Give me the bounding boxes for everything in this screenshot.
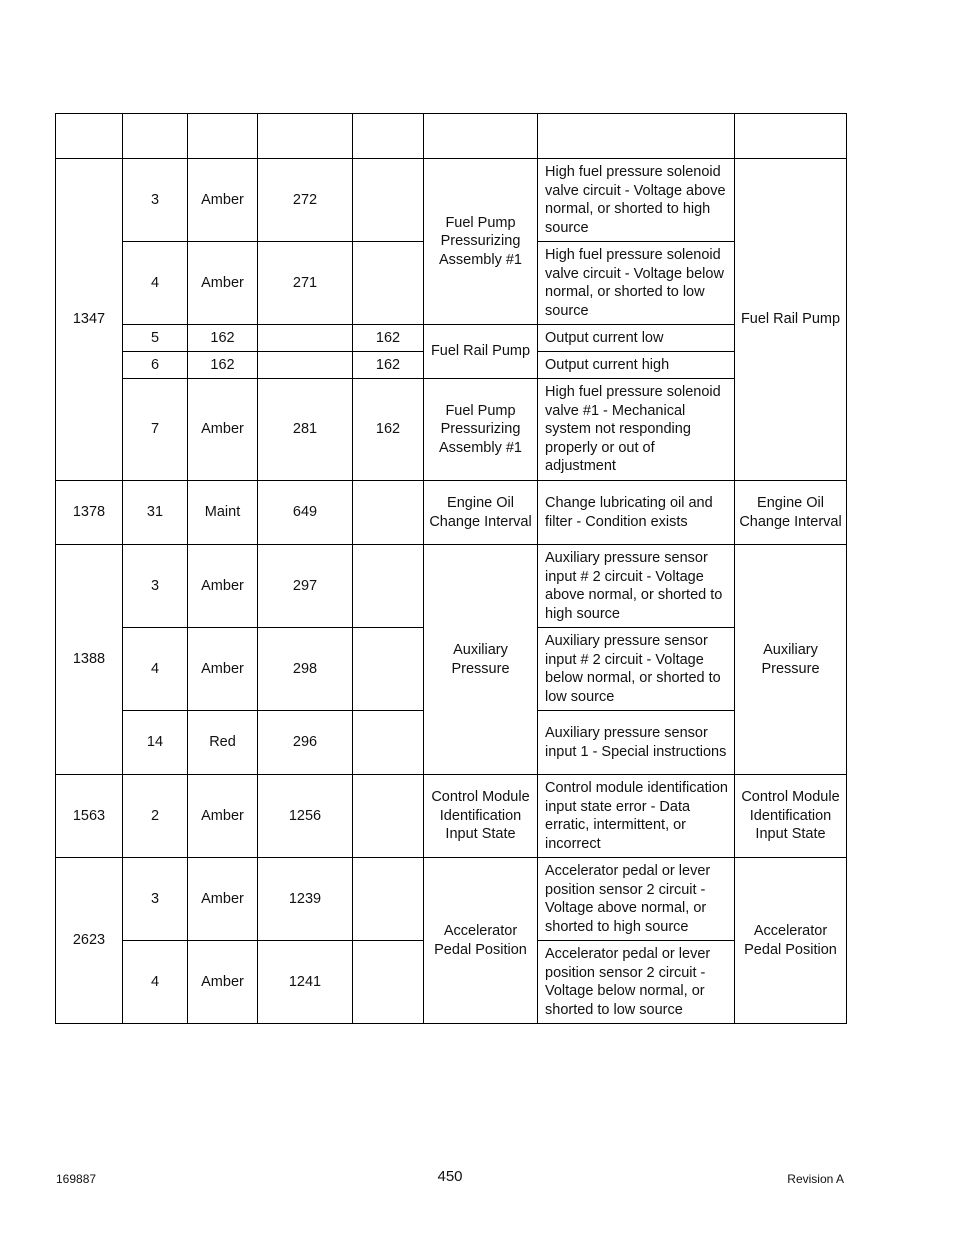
code2-cell [353,775,424,858]
description-cell: High fuel pressure solenoid valve #1 - Mechanical system not responding properly or out of adjustment [538,379,735,481]
header-cell [56,114,123,159]
lamp-cell: Maint [188,481,258,545]
code2-cell [353,545,424,628]
fmi-cell: 3 [123,858,188,941]
fmi-cell: 4 [123,242,188,325]
spn-cell: 2623 [56,858,123,1024]
code2-cell [353,711,424,775]
lamp-cell: Amber [188,379,258,481]
fmi-cell: 7 [123,379,188,481]
fmi-cell: 4 [123,628,188,711]
revision-label: Revision A [787,1172,844,1186]
code-cell: 1256 [258,775,353,858]
group-cell: Fuel Rail Pump [424,325,538,379]
lamp-cell: Amber [188,858,258,941]
code-cell: 649 [258,481,353,545]
header-cell [258,114,353,159]
group-cell: Accelerator Pedal Position [424,858,538,1024]
spn-cell: 1347 [56,159,123,481]
description-cell: Auxiliary pressure sensor input 1 - Special instructions [538,711,735,775]
document-number: 169887 [56,1172,97,1186]
component-cell: Auxiliary Pressure [735,545,847,775]
code2-cell [353,941,424,1024]
code2-cell: 162 [353,379,424,481]
fmi-cell: 3 [123,159,188,242]
component-cell: Engine Oil Change Interval [735,481,847,545]
lamp-cell: 162 [188,352,258,379]
fmi-cell: 31 [123,481,188,545]
code-cell: 1241 [258,941,353,1024]
description-cell: Auxiliary pressure sensor input # 2 circuit - Voltage below normal, or shorted to low source [538,628,735,711]
table-row [56,325,847,352]
header-cell [188,114,258,159]
fault-code-table [55,113,847,1024]
header-cell [538,114,735,159]
lamp-cell: Amber [188,941,258,1024]
group-cell: Auxiliary Pressure [424,545,538,775]
table-row [56,481,847,545]
code2-cell [353,159,424,242]
header-cell [424,114,538,159]
table-row [56,858,847,941]
code-cell [258,352,353,379]
code-cell [258,325,353,352]
description-cell: Control module identification input state error - Data erratic, intermittent, or incorrect [538,775,735,858]
table-row [56,159,847,242]
code-cell: 281 [258,379,353,481]
code-cell: 298 [258,628,353,711]
header-cell [123,114,188,159]
spn-cell: 1378 [56,481,123,545]
fmi-cell: 6 [123,352,188,379]
component-cell: Control Module Identification Input State [735,775,847,858]
fmi-cell: 5 [123,325,188,352]
spn-cell: 1388 [56,545,123,775]
description-cell: Output current high [538,352,735,379]
group-cell: Control Module Identification Input State [424,775,538,858]
lamp-cell: 162 [188,325,258,352]
code2-cell [353,858,424,941]
lamp-cell: Red [188,711,258,775]
description-cell: High fuel pressure solenoid valve circuit - Voltage above normal, or shorted to high source [538,159,735,242]
component-cell: Accelerator Pedal Position [735,858,847,1024]
code2-cell [353,628,424,711]
code-cell: 296 [258,711,353,775]
code2-cell: 162 [353,325,424,352]
description-cell: Accelerator pedal or lever position sensor 2 circuit - Voltage below normal, or shorted to low source [538,941,735,1024]
lamp-cell: Amber [188,775,258,858]
fmi-cell: 2 [123,775,188,858]
lamp-cell: Amber [188,159,258,242]
table-row [56,545,847,628]
component-cell: Fuel Rail Pump [735,159,847,481]
group-cell: Engine Oil Change Interval [424,481,538,545]
page-number: 450 [437,1168,463,1185]
lamp-cell: Amber [188,242,258,325]
table-row [56,379,847,481]
table-header-row [56,114,847,159]
fmi-cell: 4 [123,941,188,1024]
group-cell: Fuel Pump Pressurizing Assembly #1 [424,379,538,481]
header-cell [353,114,424,159]
description-cell: Auxiliary pressure sensor input # 2 circuit - Voltage above normal, or shorted to high source [538,545,735,628]
description-cell: Accelerator pedal or lever position sensor 2 circuit - Voltage above normal, or shorted to high source [538,858,735,941]
code-cell: 297 [258,545,353,628]
code2-cell: 162 [353,352,424,379]
code-cell: 271 [258,242,353,325]
description-cell: High fuel pressure solenoid valve circuit - Voltage below normal, or shorted to low source [538,242,735,325]
header-cell [735,114,847,159]
lamp-cell: Amber [188,545,258,628]
fmi-cell: 3 [123,545,188,628]
spn-cell: 1563 [56,775,123,858]
group-cell: Fuel Pump Pressurizing Assembly #1 [424,159,538,325]
description-cell: Output current low [538,325,735,352]
table-row [56,775,847,858]
code2-cell [353,481,424,545]
code-cell: 1239 [258,858,353,941]
lamp-cell: Amber [188,628,258,711]
code-cell: 272 [258,159,353,242]
description-cell: Change lubricating oil and filter - Condition exists [538,481,735,545]
code2-cell [353,242,424,325]
fmi-cell: 14 [123,711,188,775]
